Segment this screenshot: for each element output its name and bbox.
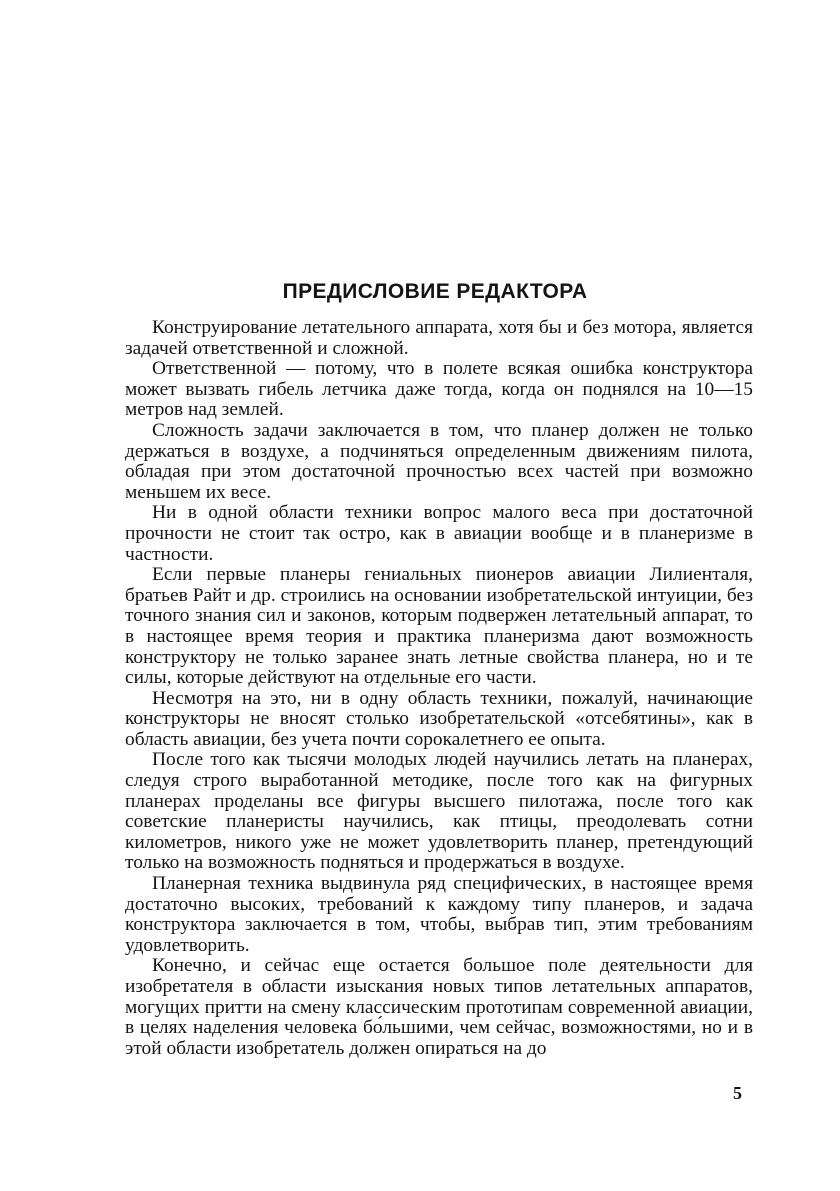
body-text xyxy=(125,318,753,1059)
paragraph: Планерная техника выдвинула ряд специфических, в настоящее время достаточно высоких, требований к каждому типу планеров, и задача конструктора заключается в том, чтобы, выбрав тип, этим требованиям удовлетворить. xyxy=(125,873,753,956)
paragraph: Ответственной — потому, что в полете всякая ошибка конструктора может вызвать гибель летчика даже тогда, когда он поднялся на 10—15 метров над землей. xyxy=(125,358,753,421)
paragraph: Сложность задачи заключается в том, что планер должен не только держаться в воздухе, а подчиняться определенным движениям пилота, обладая при этом достаточной прочностью всех частей при возможно меньшем их весе. xyxy=(125,419,753,503)
page-number: 5 xyxy=(733,1083,742,1103)
paragraph: Если первые планеры гениальных пионеров авиации Лилиенталя, братьев Райт и др. строились на основании изобретательской интуиции, без точного знания сил и законов, которым подвержен летательный аппарат, то в настоящее время теория и практика планеризма дают возможность конструктору не только заранее знать летные свойства планера, но и те силы, которые действуют на отдельные его части. xyxy=(125,564,753,689)
paragraph: Конструирование летательного аппарата, хотя бы и без мотора, является задачей ответственной и сложной. xyxy=(125,317,753,359)
paragraph: Несмотря на это, ни в одну область техники, пожалуй, начинающие конструкторы не вносят столько изобретательской «отсебятины», как в область авиации, без учета почти сорокалетнего ее опыта. xyxy=(125,687,753,750)
paragraph: После того как тысячи молодых людей научились летать на планерах, следуя строго выработанной методике, после того как на фигурных планерах проделаны все фигуры высшего пилотажа, после того как советские планеристы научились, как птицы, преодолевать сотни километров, никого уже не может удовлетворить планер, претендующий только на возможность подняться и продержаться в воздухе. xyxy=(125,749,753,874)
paragraph: Конечно, и сейчас еще остается большое поле деятельности для изобретателя в области изыскания новых типов летательных аппаратов, могущих притти на смену классическим прототипам современной авиации, в целях наделения человека бо́льшими, чем сейчас, возможностями, но и в этой области изобретатель должен опираться на до xyxy=(125,955,753,1059)
page-title: ПРЕДИСЛОВИЕ РЕДАКТОРА xyxy=(282,280,588,303)
paragraph: Ни в одной области техники вопрос малого веса при достаточной прочности не стоит так остро, как в авиации вообще и в планеризме в частности. xyxy=(125,502,753,565)
